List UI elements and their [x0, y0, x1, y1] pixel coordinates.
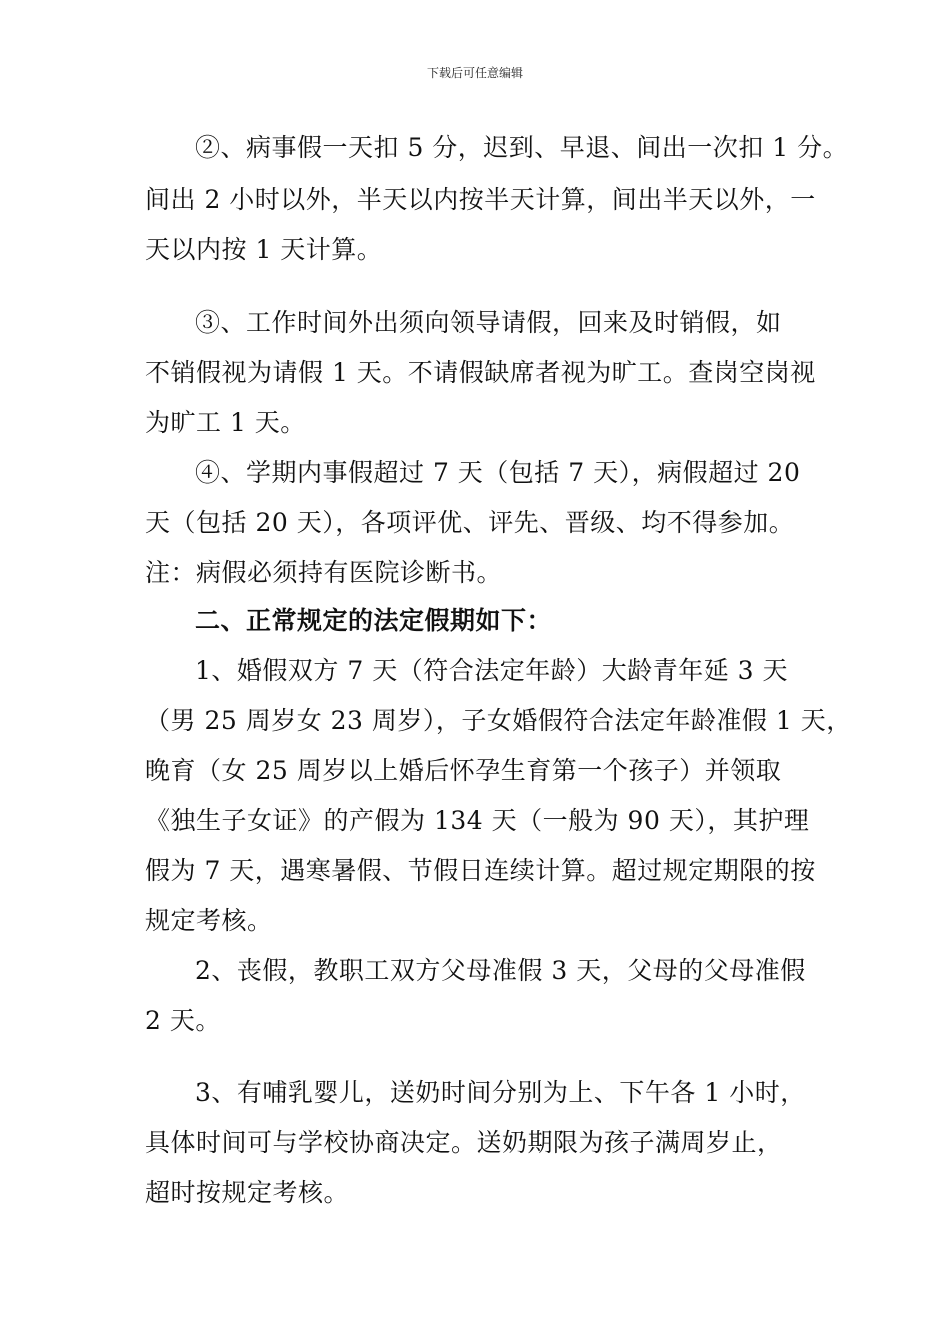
text-line: 假为 7 天，遇寒暑假、节假日连续计算。超过规定期限的按	[145, 856, 816, 885]
text-line: 注：病假必须持有医院诊断书。	[145, 558, 503, 587]
text-line: 《独生子女证》的产假为 134 天（一般为 90 天），其护理	[145, 806, 810, 835]
text-line: 规定考核。	[145, 906, 273, 935]
text-line: ③、工作时间外出须向领导请假，回来及时销假，如	[195, 308, 782, 337]
text-line: 具体时间可与学校协商决定。送奶期限为孩子满周岁止，	[145, 1128, 783, 1157]
text-line: （男 25 周岁女 23 周岁），子女婚假符合法定年龄准假 1 天，	[145, 706, 852, 735]
text-line: 2 天。	[145, 1006, 221, 1035]
text-line: 天以内按 1 天计算。	[145, 235, 383, 264]
text-line: ②、病事假一天扣 5 分，迟到、早退、间出一次扣 1 分。	[195, 133, 849, 162]
text-line: 晚育（女 25 周岁以上婚后怀孕生育第一个孩子）并领取	[145, 756, 782, 785]
text-line: 不销假视为请假 1 天。不请假缺席者视为旷工。查岗空岗视	[145, 358, 816, 387]
text-line: 间出 2 小时以外，半天以内按半天计算，间出半天以外，一	[145, 185, 816, 214]
text-line: 2、丧假，教职工双方父母准假 3 天，父母的父母准假	[195, 956, 806, 985]
text-line: ④、学期内事假超过 7 天（包括 7 天），病假超过 20	[195, 458, 801, 487]
text-line: 3、有哺乳婴儿，送奶时间分别为上、下午各 1 小时，	[195, 1078, 806, 1107]
text-line: 1、婚假双方 7 天（符合法定年龄）大龄青年延 3 天	[195, 656, 789, 685]
text-line: 天（包括 20 天），各项评优、评先、晋级、均不得参加。	[145, 508, 795, 537]
page-header-note: 下载后可任意编辑	[426, 66, 523, 80]
text-line: 超时按规定考核。	[145, 1178, 350, 1207]
section-heading: 二、正常规定的法定假期如下：	[195, 606, 553, 635]
text-line: 为旷工 1 天。	[145, 408, 306, 437]
